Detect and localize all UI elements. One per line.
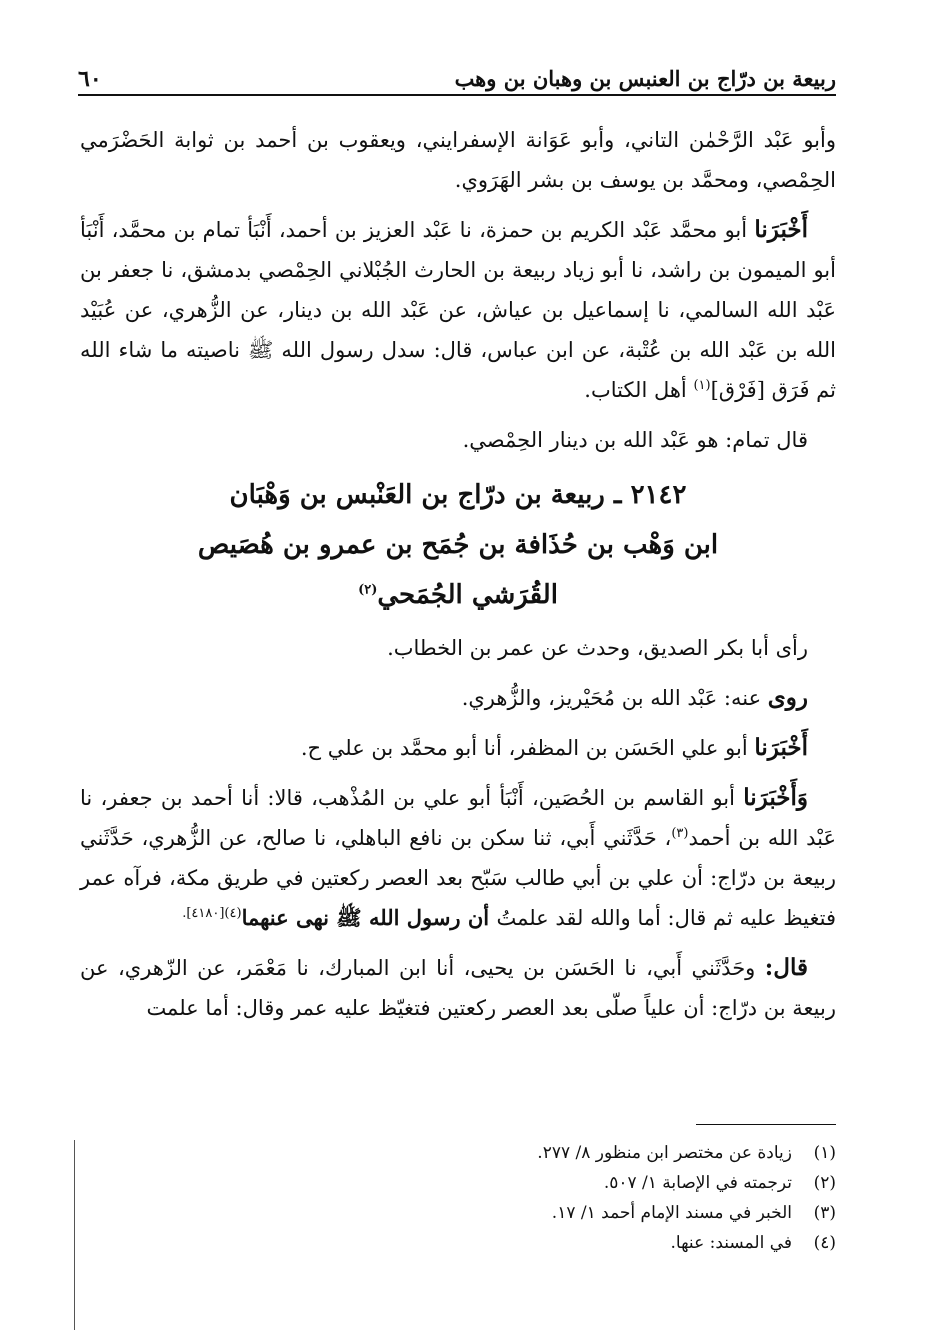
paragraph-lead: روى [767,684,808,711]
paragraph [80,210,836,410]
footnote-text: الخبر في مسند الإمام أحمد ١/ ١٧. [551,1203,792,1223]
footnote [120,1198,836,1228]
paragraph-text: أبو محمَّد عَبْد الكريم بن حمزة، نا عَبْد العزيز بن أحمد، أَنْبَأ تمام بن محمَّد، أَنْبَأ أبو الميمون بن راشد، نا أبو زياد ربيعة بن الحارث الجُبْلاني الحِمْصي بدمشق، نا جعفر بن عَبْد الله السالمي، نا إسماعيل بن عياش، عن عَبْد الله بن دينار، عن الزُّهري، عن عُبَيْد الله بن عَبْد الله بن عُتْبة، عن ابن عباس، قال: سدل رسول الله ﷺ ناصيته ما شاء الله ثم فَرَق [فَرْق] [80,218,836,402]
footnote-number: (٣) [813,1203,836,1223]
hadith-reference: [٤١٨٠]. [182,906,225,921]
main-text [80,120,836,1038]
paragraph-text: أبو القاسم بن الحُصَين، أَنْبَأ أبو علي بن المُذْهب، قالا: أنا أحمد بن جعفر، نا عَبْد الله بن أحمد [80,786,836,850]
biography-heading-text: القُرَشي الجُمَحي [377,580,558,610]
running-head [78,60,836,96]
footnote-ref: (٢) [358,582,378,598]
footnote-number: (٢) [813,1173,836,1193]
footnote [120,1138,836,1168]
footnote-number: (٤) [813,1233,836,1253]
footnote-ref: (٣) [671,826,689,841]
biography-heading-line: ٢١٤٢ ـ ربيعة بن درّاج بن العَنْبس بن وَهْبَان [229,480,687,510]
paragraph-text-cont: ، حَدَّثَني أَبي، ثنا سكن بن نافع الباهلي، نا صالح، عن الزُّهري، حَدَّثَني ربيعة بن درّاج: أن علي بن أبي طالب سَبّح بعد العصر ركعتين في طريق مكة، فرآه عمر فتغيظ عليه ثم قال: أما والله لقد علمتُ [80,826,836,930]
footnote-number: (١) [813,1143,836,1163]
paragraph [80,420,836,460]
paragraph-text: رأى أبا بكر الصديق، وحدث عن عمر بن الخطاب. [387,636,808,660]
paragraph [80,678,836,718]
scan-edge-line [74,1140,75,1330]
paragraph-lead: قال: [764,954,808,981]
paragraph-lead: أَخْبَرَنا [754,216,808,243]
page-number: ٦٠ [78,66,102,92]
paragraph [80,948,836,1028]
footnote-text: زيادة عن مختصر ابن منظور ٨/ ٢٧٧. [537,1143,792,1163]
footnote-ref: (١) [693,378,711,393]
paragraph-bold-text: أن رسول الله ﷺ نهى عنهما [241,905,497,930]
paragraph [80,120,836,200]
footnote-ref: (٤) [224,906,242,921]
paragraph-text-cont: أهل الكتاب. [584,378,694,402]
paragraph [80,728,836,768]
paragraph-lead: وَأَخْبَرَنا [743,784,808,811]
paragraph [80,778,836,938]
footnote-text: في المسند: عنها. [670,1233,792,1253]
biography-heading-line-last [80,570,836,620]
biography-heading-line: ابن وَهْب بن حُذَافة بن جُمَح بن عمرو بن هُصَيص [197,530,719,560]
footnote-divider [696,1124,836,1125]
running-title: ربيعة بن درّاج بن العنبس بن وهبان بن وهب [454,66,836,91]
paragraph [80,628,836,668]
footnote [120,1228,836,1258]
footnote-text: ترجمته في الإصابة ١/ ٥٠٧. [603,1173,792,1193]
paragraph-lead: أَخْبَرَنا [754,734,808,761]
paragraph-text: قال تمام: هو عَبْد الله بن دينار الحِمْصي. [462,428,808,452]
paragraph-text: وحَدَّثَني أَبي، نا الحَسَن بن يحيى، أنا ابن المبارك، نا مَعْمَر، عن الزّهري، عن ربيعة بن درّاج: أن علياً صلّى بعد العصر ركعتين فتغيّظ عليه عمر وقال: أما علمت [80,956,836,1020]
biography-heading [80,470,836,620]
footnote [120,1168,836,1198]
paragraph-text: أبو علي الحَسَن بن المظفر، أنا أبو محمَّد بن علي ح. [300,736,755,760]
footnotes [120,1138,836,1258]
paragraph-text: وأبو عَبْد الرَّحْمٰن التاني، وأبو عَوَانة الإسفرايني، ويعقوب بن أحمد بن ثوابة الحَضْرَمي الحِمْصي، ومحمَّد بن يوسف بن بشر الهَرَوي. [80,128,836,192]
paragraph-text: عنه: عَبْد الله بن مُحَيْريز، والزُّهري. [461,686,768,710]
